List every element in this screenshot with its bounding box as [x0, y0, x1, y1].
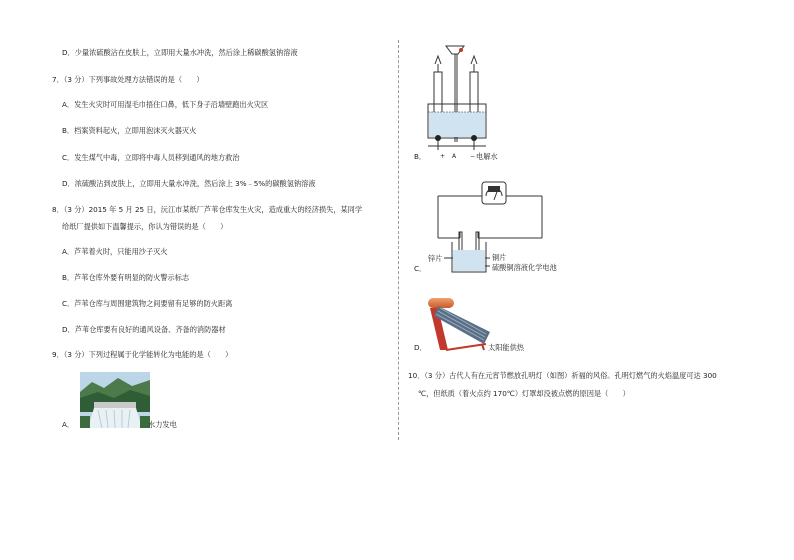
c-solution-label: 硫酸铜溶液 [492, 263, 528, 272]
c-letter: C． [414, 264, 427, 273]
q9-stem: 9．（3 分）下列过程属于化学能转化为电能的是（ ） [52, 350, 233, 359]
hydropower-dam-image [80, 372, 150, 428]
q7-option-b: B．档案资料起火，立即用泡沫灭火器灭火 [62, 126, 197, 135]
svg-text:A: A [452, 153, 457, 160]
q9-a-letter: A． [62, 420, 75, 429]
q8-option-d: D．芦苇仓库要有良好的通风设备、齐备的消防器材 [62, 325, 226, 334]
q8-option-c: C．芦苇仓库与周围建筑物之间要留有足够的防火距离 [62, 299, 233, 308]
q8-option-b: B．芦苇仓库外要有明显的防火警示标志 [62, 273, 190, 282]
q7-option-d: D．浓硫酸沾到皮肤上，立即用大量水冲洗，然后涂上 3%﹣5%的碳酸氢钠溶液 [62, 179, 316, 188]
q8-option-a: A．芦苇着火时，只能用沙子灭火 [62, 247, 168, 256]
b-letter: B． [414, 152, 427, 161]
q7-option-a: A．发生火灾时可用湿毛巾捂住口鼻，低下身子沿墙壁跑出火灾区 [62, 100, 269, 109]
d-letter: D． [414, 343, 427, 352]
q6-option-d: D．少量浓硫酸沾在皮肤上，立即用大量水冲洗，然后涂上稀碳酸氢钠溶液 [62, 48, 298, 57]
q9-a-caption: 水力发电 [148, 420, 177, 429]
c-copper-label: 铜片 [492, 253, 507, 262]
electrolysis-apparatus-diagram [424, 42, 490, 160]
q8-stem-line1: 8．（3 分）2015 年 5 月 25 日，沅江市某纸厂芦苇仓库发生火灾，造成重大的经济损失，某同学 [52, 205, 363, 214]
column-divider [398, 40, 399, 440]
q10-stem-line1: 10．（3 分）古代人有在元宵节燃放孔明灯（如图）祈福的风俗。孔明灯燃气的火焰温度可达 300 [408, 371, 717, 380]
svg-text:−: − [470, 153, 476, 160]
q7-stem: 7．（3 分）下列事故处理方法错误的是（ ） [52, 75, 204, 84]
chemical-battery-circuit-diagram [434, 176, 546, 276]
b-caption: 电解水 [476, 152, 498, 161]
c-zinc-label: 锌片 [428, 254, 443, 263]
q7-option-c: C．发生煤气中毒，立即将中毒人员移到通风的地方救治 [62, 153, 240, 162]
solar-water-heater-image [426, 294, 492, 352]
q8-stem-line2: 给纸厂提供如下温馨提示，你认为错误的是（ ） [62, 222, 228, 231]
q10-stem-line2: ℃，但纸质（着火点约 170℃）灯罩却没被点燃的原因是（ ） [418, 389, 630, 398]
c-caption: 化学电池 [528, 263, 557, 272]
svg-text:+: + [440, 153, 446, 160]
d-caption: 太阳能供热 [488, 343, 524, 352]
